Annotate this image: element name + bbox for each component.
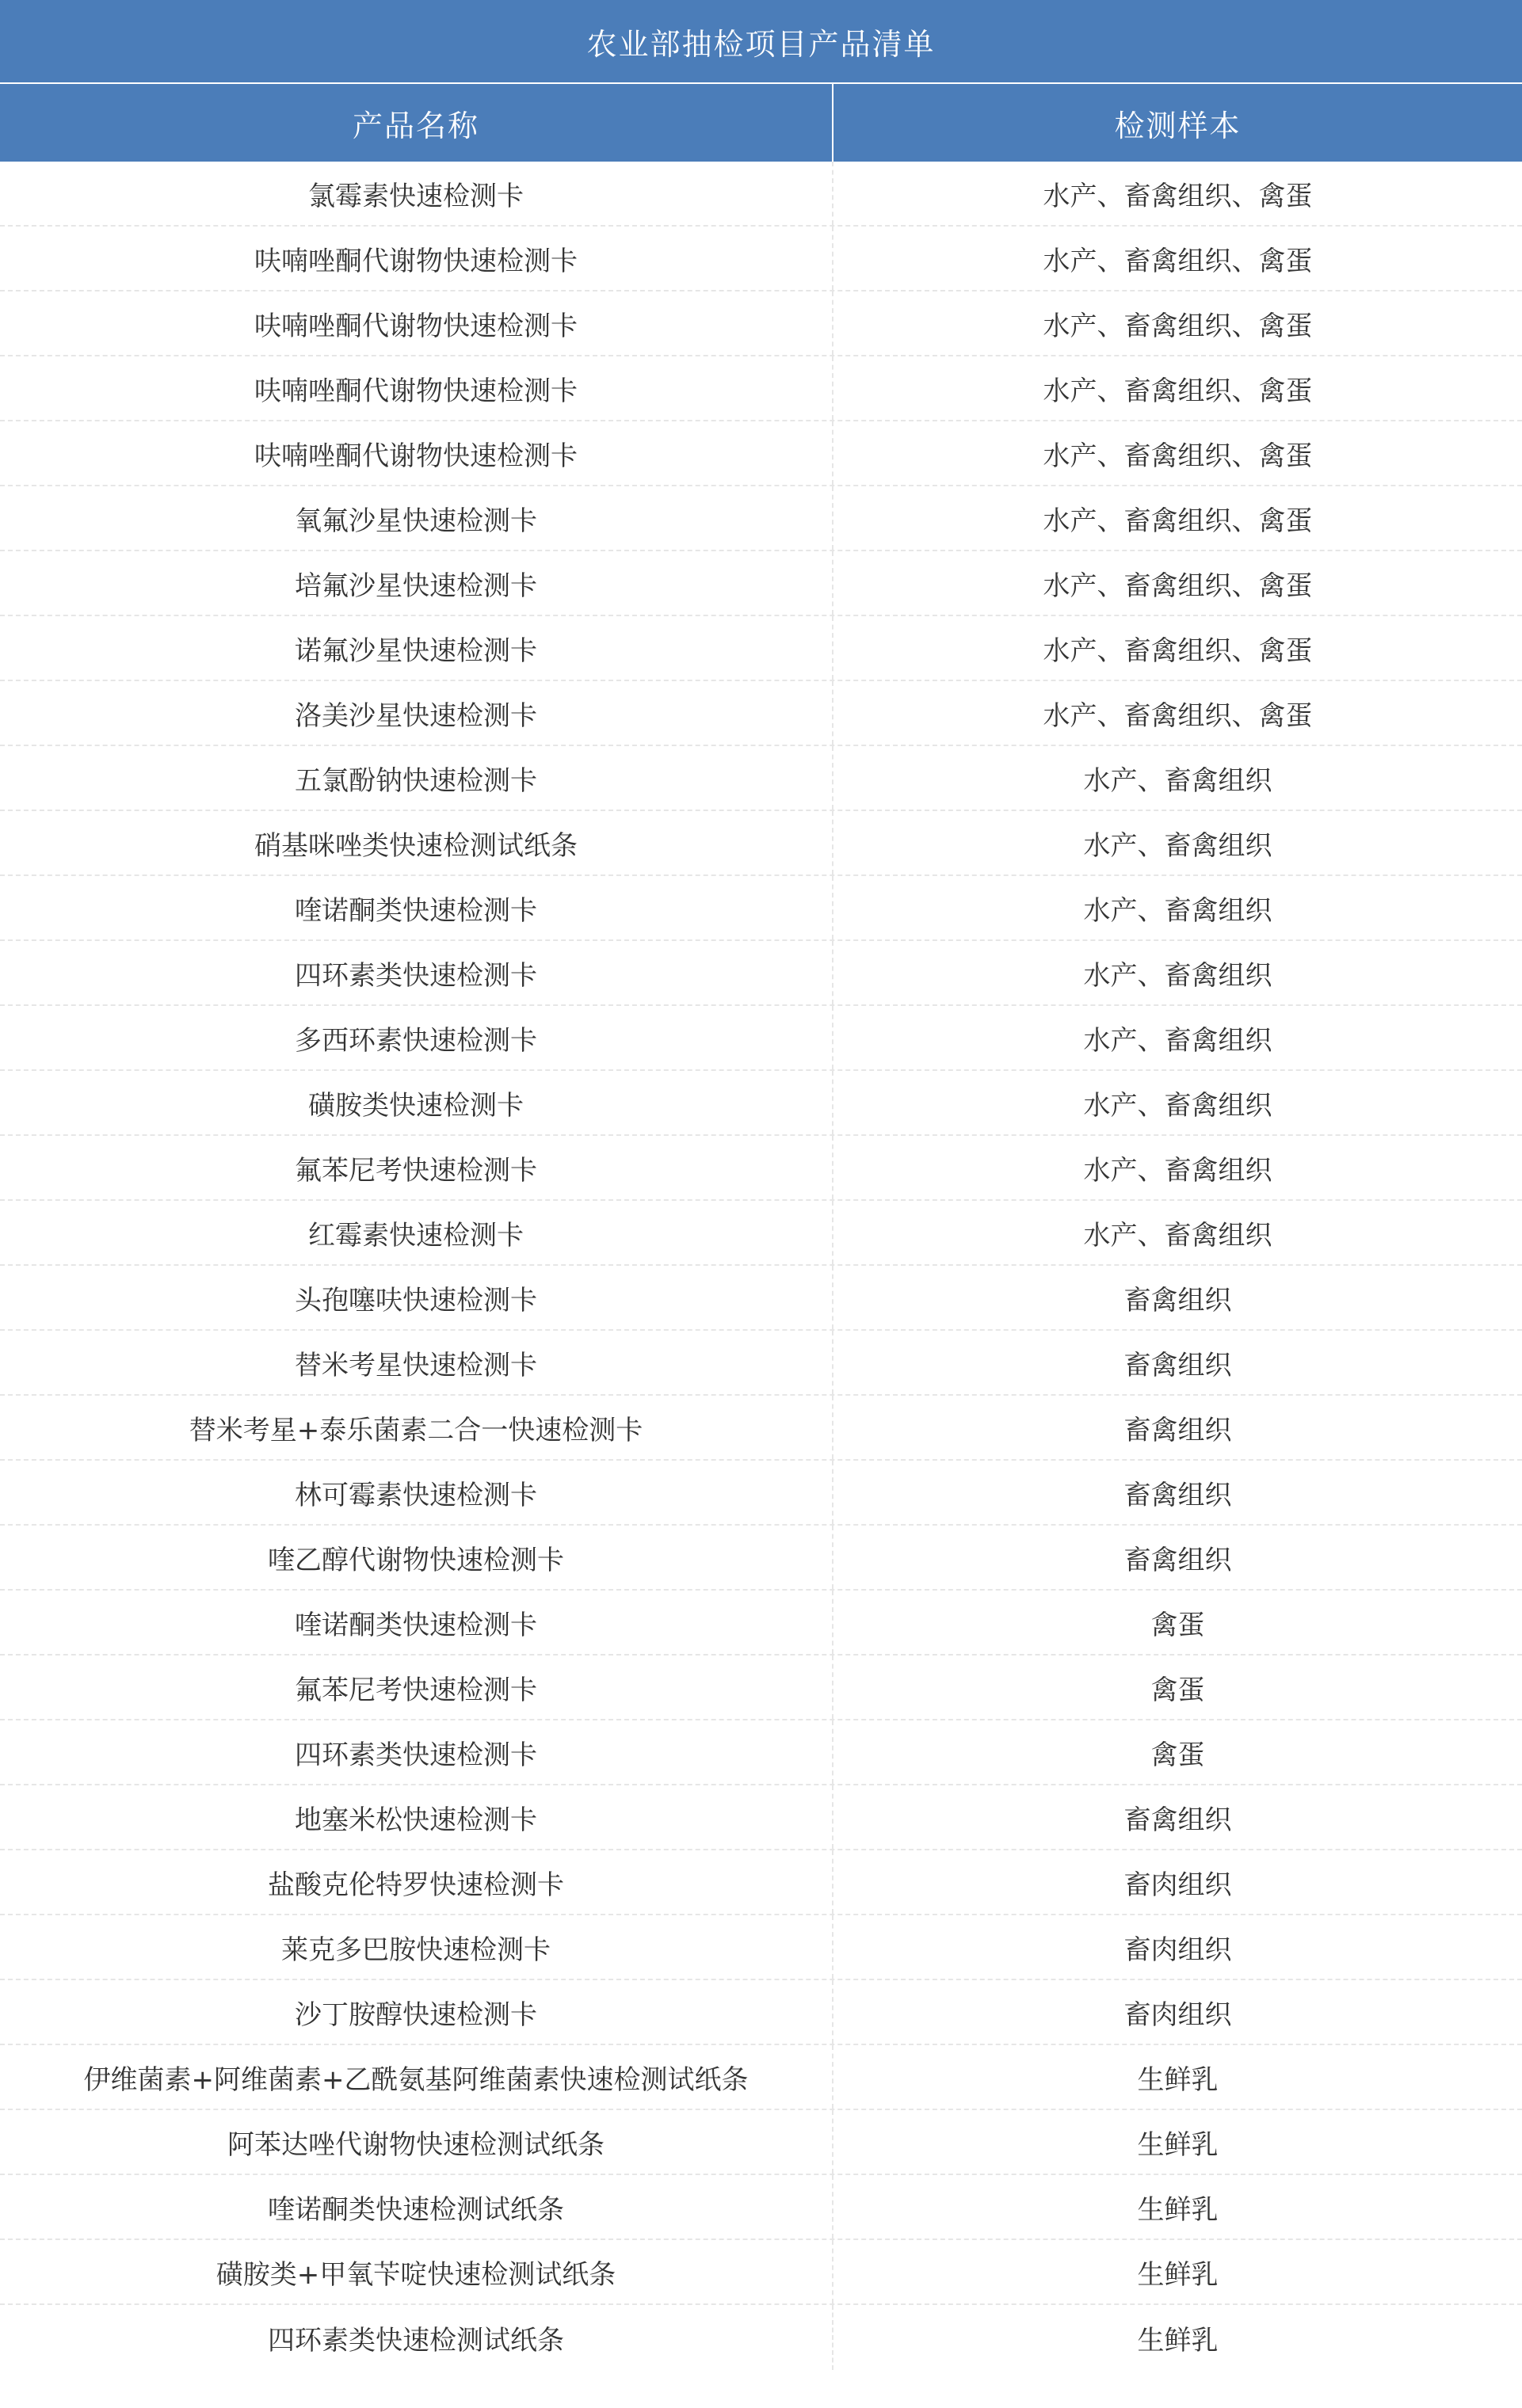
product-name-cell: 氟苯尼考快速检测卡 bbox=[0, 1136, 833, 1199]
product-name-cell: 氧氟沙星快速检测卡 bbox=[0, 486, 833, 550]
product-name-cell: 磺胺类+甲氧苄啶快速检测试纸条 bbox=[0, 2240, 833, 2303]
sample-cell: 生鲜乳 bbox=[1137, 2258, 1219, 2291]
sample-cell: 水产、畜禽组织、禽蛋 bbox=[1043, 440, 1313, 472]
product-name-cell: 阿苯达唑代谢物快速检测试纸条 bbox=[0, 2110, 833, 2174]
product-name-cell: 喹乙醇代谢物快速检测卡 bbox=[0, 1526, 833, 1589]
product-name-cell: 替米考星快速检测卡 bbox=[0, 1331, 833, 1394]
table-row bbox=[0, 1591, 1522, 1656]
column-header-product-name: 产品名称 bbox=[0, 84, 833, 162]
table-title: 农业部抽检项目产品清单 bbox=[0, 0, 1522, 84]
product-name-cell: 多西环素快速检测卡 bbox=[0, 1006, 833, 1069]
table-row bbox=[0, 421, 1522, 486]
sample-cell: 水产、畜禽组织 bbox=[1083, 894, 1272, 927]
product-name-cell: 喹诺酮类快速检测卡 bbox=[0, 876, 833, 939]
product-name-cell: 头孢噻呋快速检测卡 bbox=[0, 1266, 833, 1329]
product-name-cell: 硝基咪唑类快速检测试纸条 bbox=[0, 811, 833, 874]
product-name-cell: 四环素类快速检测卡 bbox=[0, 1720, 833, 1784]
table-row bbox=[0, 2045, 1522, 2110]
product-name-cell: 五氯酚钠快速检测卡 bbox=[0, 746, 833, 810]
product-name-cell: 莱克多巴胺快速检测卡 bbox=[0, 1915, 833, 1979]
product-name-cell: 培氟沙星快速检测卡 bbox=[0, 551, 833, 615]
sample-cell: 畜肉组织 bbox=[1123, 1869, 1232, 1901]
table-row bbox=[0, 876, 1522, 941]
sample-cell: 禽蛋 bbox=[1150, 1674, 1205, 1706]
product-name-cell: 喹诺酮类快速检测试纸条 bbox=[0, 2175, 833, 2238]
sample-cell: 水产、畜禽组织、禽蛋 bbox=[1043, 570, 1313, 602]
table-row bbox=[0, 356, 1522, 421]
table-row bbox=[0, 1980, 1522, 2045]
table-row bbox=[0, 162, 1522, 227]
product-name-cell: 氯霉素快速检测卡 bbox=[0, 162, 833, 225]
product-name-cell: 喹诺酮类快速检测卡 bbox=[0, 1591, 833, 1654]
sample-cell: 水产、畜禽组织 bbox=[1083, 1154, 1272, 1187]
product-name-cell: 伊维菌素+阿维菌素+乙酰氨基阿维菌素快速检测试纸条 bbox=[0, 2045, 833, 2109]
table-row bbox=[0, 2175, 1522, 2240]
table-row bbox=[0, 2240, 1522, 2305]
sample-cell: 水产、畜禽组织 bbox=[1083, 1024, 1272, 1057]
sample-cell: 水产、畜禽组织、禽蛋 bbox=[1043, 505, 1313, 537]
product-name-cell: 呋喃唑酮代谢物快速检测卡 bbox=[0, 227, 833, 290]
product-name-cell: 磺胺类快速检测卡 bbox=[0, 1071, 833, 1134]
sample-cell: 生鲜乳 bbox=[1137, 2128, 1219, 2161]
table-row bbox=[0, 811, 1522, 876]
table-row bbox=[0, 486, 1522, 551]
product-name-cell: 四环素类快速检测试纸条 bbox=[0, 2305, 833, 2370]
sample-cell: 水产、畜禽组织、禽蛋 bbox=[1043, 310, 1313, 342]
product-name-cell: 呋喃唑酮代谢物快速检测卡 bbox=[0, 356, 833, 420]
sample-cell: 畜禽组织 bbox=[1123, 1804, 1232, 1836]
table-row bbox=[0, 1201, 1522, 1266]
table-row bbox=[0, 1785, 1522, 1850]
sample-cell: 禽蛋 bbox=[1150, 1739, 1205, 1771]
table-row bbox=[0, 681, 1522, 746]
sample-cell: 畜肉组织 bbox=[1123, 1934, 1232, 1966]
sample-cell: 畜禽组织 bbox=[1123, 1544, 1232, 1576]
sample-cell: 禽蛋 bbox=[1150, 1609, 1205, 1641]
table-row bbox=[0, 1396, 1522, 1461]
product-name-cell: 盐酸克伦特罗快速检测卡 bbox=[0, 1850, 833, 1914]
sample-cell: 水产、畜禽组织 bbox=[1083, 1089, 1272, 1122]
table-row bbox=[0, 1461, 1522, 1526]
product-name-cell: 呋喃唑酮代谢物快速检测卡 bbox=[0, 421, 833, 485]
table-row bbox=[0, 941, 1522, 1006]
product-name-cell: 林可霉素快速检测卡 bbox=[0, 1461, 833, 1524]
product-name-cell: 诺氟沙星快速检测卡 bbox=[0, 616, 833, 680]
product-name-cell: 地塞米松快速检测卡 bbox=[0, 1785, 833, 1849]
product-name-cell: 四环素类快速检测卡 bbox=[0, 941, 833, 1004]
table-row bbox=[0, 1526, 1522, 1591]
table-row bbox=[0, 616, 1522, 681]
product-name-cell: 氟苯尼考快速检测卡 bbox=[0, 1656, 833, 1719]
sample-cell: 畜禽组织 bbox=[1123, 1479, 1232, 1511]
table-row bbox=[0, 1136, 1522, 1201]
table-row bbox=[0, 1006, 1522, 1071]
sample-cell: 畜肉组织 bbox=[1123, 1998, 1232, 2031]
sample-cell: 生鲜乳 bbox=[1137, 2063, 1219, 2096]
sample-cell: 畜禽组织 bbox=[1123, 1349, 1232, 1381]
sample-cell: 水产、畜禽组织、禽蛋 bbox=[1043, 699, 1313, 732]
product-name-cell: 替米考星+泰乐菌素二合一快速检测卡 bbox=[0, 1396, 833, 1459]
sample-cell: 生鲜乳 bbox=[1137, 2193, 1219, 2226]
sample-cell: 水产、畜禽组织、禽蛋 bbox=[1043, 180, 1313, 212]
sample-cell: 水产、畜禽组织 bbox=[1083, 1219, 1272, 1252]
table-row bbox=[0, 1331, 1522, 1396]
sample-cell: 水产、畜禽组织 bbox=[1083, 959, 1272, 992]
sample-cell: 水产、畜禽组织、禽蛋 bbox=[1043, 375, 1313, 407]
table-row bbox=[0, 1656, 1522, 1720]
table-row bbox=[0, 227, 1522, 291]
sample-cell: 水产、畜禽组织、禽蛋 bbox=[1043, 634, 1313, 667]
sample-cell: 畜禽组织 bbox=[1123, 1284, 1232, 1316]
sample-cell: 生鲜乳 bbox=[1137, 2324, 1219, 2357]
table-header bbox=[0, 84, 1522, 162]
table-row bbox=[0, 746, 1522, 811]
table-row bbox=[0, 1720, 1522, 1785]
product-name-cell: 沙丁胺醇快速检测卡 bbox=[0, 1980, 833, 2044]
product-name-cell: 红霉素快速检测卡 bbox=[0, 1201, 833, 1264]
table-row bbox=[0, 551, 1522, 616]
table-body bbox=[0, 162, 1522, 2370]
table-row bbox=[0, 1266, 1522, 1331]
table-row bbox=[0, 1850, 1522, 1915]
sample-cell: 水产、畜禽组织 bbox=[1083, 764, 1272, 797]
table-row bbox=[0, 291, 1522, 356]
table-row bbox=[0, 2305, 1522, 2370]
table-row bbox=[0, 2110, 1522, 2175]
table-row bbox=[0, 1915, 1522, 1980]
sample-cell: 畜禽组织 bbox=[1123, 1414, 1232, 1446]
column-header-sample: 检测样本 bbox=[1114, 108, 1242, 143]
product-name-cell: 呋喃唑酮代谢物快速检测卡 bbox=[0, 291, 833, 355]
product-name-cell: 洛美沙星快速检测卡 bbox=[0, 681, 833, 745]
table-row bbox=[0, 1071, 1522, 1136]
sample-cell: 水产、畜禽组织、禽蛋 bbox=[1043, 245, 1313, 277]
sample-cell: 水产、畜禽组织 bbox=[1083, 829, 1272, 862]
